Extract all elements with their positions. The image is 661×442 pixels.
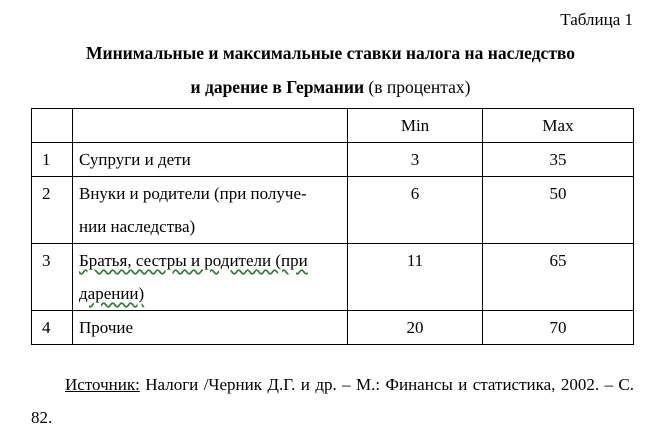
table-header-row <box>32 109 634 143</box>
row-category: Прочие <box>73 311 348 345</box>
table-title-line1 <box>0 43 661 64</box>
table-title-line2 <box>0 77 661 98</box>
row-category <box>73 244 348 311</box>
row-min: 20 <box>348 311 483 345</box>
row-max: 50 <box>483 177 634 244</box>
header-max: Max <box>483 109 634 143</box>
source-note <box>31 368 634 434</box>
row-max: 65 <box>483 244 634 311</box>
row-category-line1: Братья, сестры и родители (при <box>79 251 308 270</box>
header-min: Min <box>348 109 483 143</box>
tax-rates-table <box>31 108 634 345</box>
table-row <box>32 311 634 345</box>
row-num: 3 <box>32 244 73 311</box>
table-row <box>32 177 634 244</box>
row-min: 6 <box>348 177 483 244</box>
header-num <box>32 109 73 143</box>
row-category <box>73 177 348 244</box>
table-row <box>32 143 634 177</box>
row-category-line2: дарении) <box>79 284 145 303</box>
header-category <box>73 109 348 143</box>
table-row <box>32 244 634 311</box>
source-label: Источник: <box>65 375 140 394</box>
row-num: 4 <box>32 311 73 345</box>
row-min: 11 <box>348 244 483 311</box>
row-num: 2 <box>32 177 73 244</box>
table-caption: Таблица 1 <box>560 10 633 29</box>
row-category: Супруги и дети <box>73 143 348 177</box>
source-text: Налоги /Черник Д.Г. и др. – М.: Финансы и статистика, 2002. – С. 82. <box>31 375 634 427</box>
title-line2-bold: и дарение в Германии <box>190 77 365 97</box>
row-num: 1 <box>32 143 73 177</box>
row-max: 70 <box>483 311 634 345</box>
row-max: 35 <box>483 143 634 177</box>
row-category-line2: нии наследства) <box>79 217 196 236</box>
title-line1-text: Минимальные и максимальные ставки налога на наследство <box>85 43 575 63</box>
row-category-line1: Внуки и родители (при получе- <box>79 184 307 203</box>
title-line2-rest: (в процентах) <box>364 77 471 97</box>
row-min: 3 <box>348 143 483 177</box>
